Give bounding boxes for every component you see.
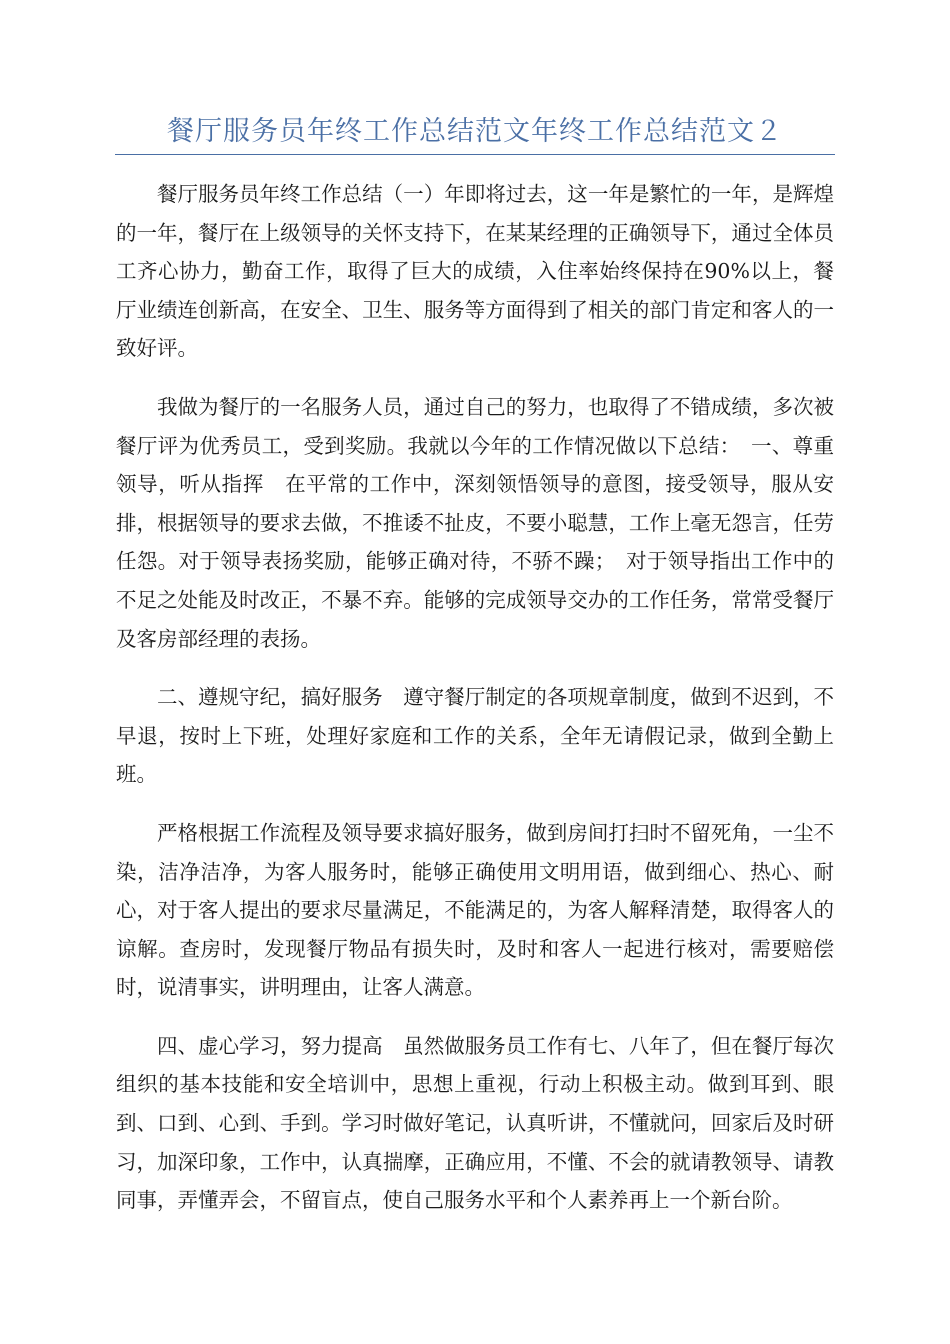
paragraph: 四、虚心学习，努力提高 虽然做服务员工作有七、八年了，但在餐厅每次组织的基本技能和安全培训中，思想上重视，行动上积极主动。做到耳到、眼到、口到、心到、手到。学习时做好笔记，认真听讲，不懂就问，回家后及时研习，加深印象，工作中，认真揣摩，正确应用，不懂、不会的就请教领导、请教同事，弄懂弄会，不留盲点，使自己服务水平和个人素养再上一个新台阶。 xyxy=(116,1033,834,1213)
paragraph: 二、遵规守纪，搞好服务 遵守餐厅制定的各项规章制度，做到不迟到，不早退，按时上下班，处理好家庭和工作的关系，全年无请假记录，做到全勤上班。 xyxy=(116,685,834,787)
paragraph: 严格根据工作流程及领导要求搞好服务，做到房间打扫时不留死角，一尘不染，洁净洁净，为客人服务时，能够正确使用文明用语，做到细心、热心、耐心，对于客人提出的要求尽量满足，不能满足的，为客人解释清楚，取得客人的谅解。查房时，发现餐厅物品有损失时，及时和客人一起进行核对，需要赔偿时，说清事实，讲明理由，让客人满意。 xyxy=(116,820,834,1000)
document-body xyxy=(116,175,834,1240)
title-underline xyxy=(115,154,835,155)
paragraph: 我做为餐厅的一名服务人员，通过自己的努力，也取得了不错成绩，多次被餐厅评为优秀员工，受到奖励。我就以今年的工作情况做以下总结： 一、尊重领导，听从指挥 在平常的工作中，深刻领悟领导的意图，接受领导，服从安排，根据领导的要求去做，不推诿不扯皮，不要小聪慧，工作上毫无怨言，任劳任怨。对于领导表扬奖励，能够正确对待，不骄不躁； 对于领导指出工作中的不足之处能及时改正，不暴不弃。能够的完成领导交办的工作任务，常常受餐厅及客房部经理的表扬。 xyxy=(116,394,834,651)
document-title: 餐厅服务员年终工作总结范文年终工作总结范文２ xyxy=(167,116,783,147)
paragraph: 餐厅服务员年终工作总结（一）年即将过去，这一年是繁忙的一年，是辉煌的一年，餐厅在上级领导的关怀支持下，在某某经理的正确领导下，通过全体员工齐心协力，勤奋工作，取得了巨大的成绩，入住率始终保持在90%以上，餐厅业绩连创新高，在安全、卫生、服务等方面得到了相关的部门肯定和客人的一致好评。 xyxy=(116,182,834,361)
